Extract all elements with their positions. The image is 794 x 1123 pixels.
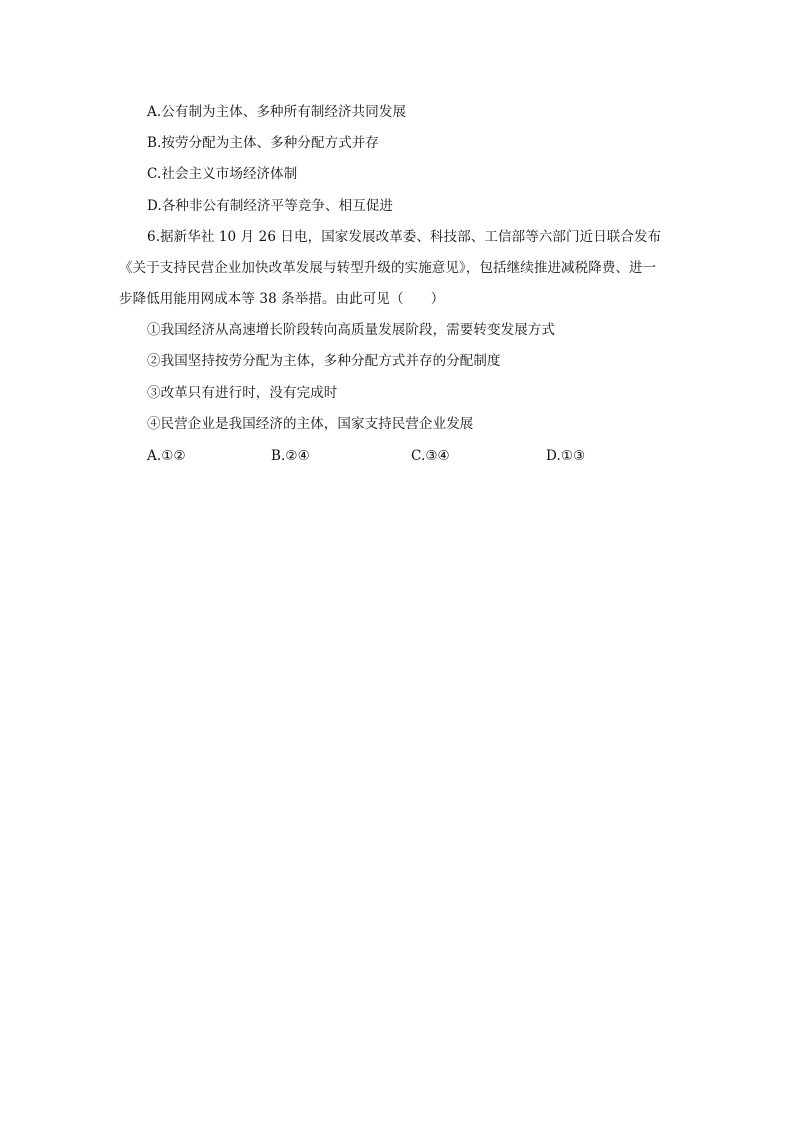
q6-answer-a: A.①② bbox=[147, 448, 186, 464]
q6-statement-2: ②我国坚持按劳分配为主体，多种分配方式并存的分配制度 bbox=[147, 353, 501, 369]
q5-option-a: A.公有制为主体、多种所有制经济共同发展 bbox=[147, 104, 407, 120]
q6-answer-d: D.①③ bbox=[546, 448, 586, 464]
q6-statement-3: ③改革只有进行时，没有完成时 bbox=[147, 385, 338, 401]
q6-statement-4: ④民营企业是我国经济的主体，国家支持民营企业发展 bbox=[147, 416, 474, 432]
q6-stem-line-1: 6.据新华社 10 月 26 日电，国家发展改革委、科技部、工信部等六部门近日联合发布 bbox=[147, 229, 662, 245]
q6-answer-c: C.③④ bbox=[411, 448, 450, 464]
q6-statement-1: ①我国经济从高速增长阶段转向高质量发展阶段，需要转变发展方式 bbox=[147, 322, 555, 338]
q5-option-b: B.按劳分配为主体、多种分配方式并存 bbox=[147, 135, 380, 151]
q6-stem-line-3: 步降低用能用网成本等 38 条举措。由此可见（ ） bbox=[119, 291, 445, 307]
q6-stem-line-2: 《关于支持民营企业加快改革发展与转型升级的实施意见》，包括继续推进减税降费、进一 bbox=[119, 260, 657, 276]
q6-answer-b: B.②④ bbox=[271, 448, 310, 464]
q5-option-c: C.社会主义市场经济体制 bbox=[147, 166, 298, 182]
q5-option-d: D.各种非公有制经济平等竞争、相互促进 bbox=[147, 198, 394, 214]
